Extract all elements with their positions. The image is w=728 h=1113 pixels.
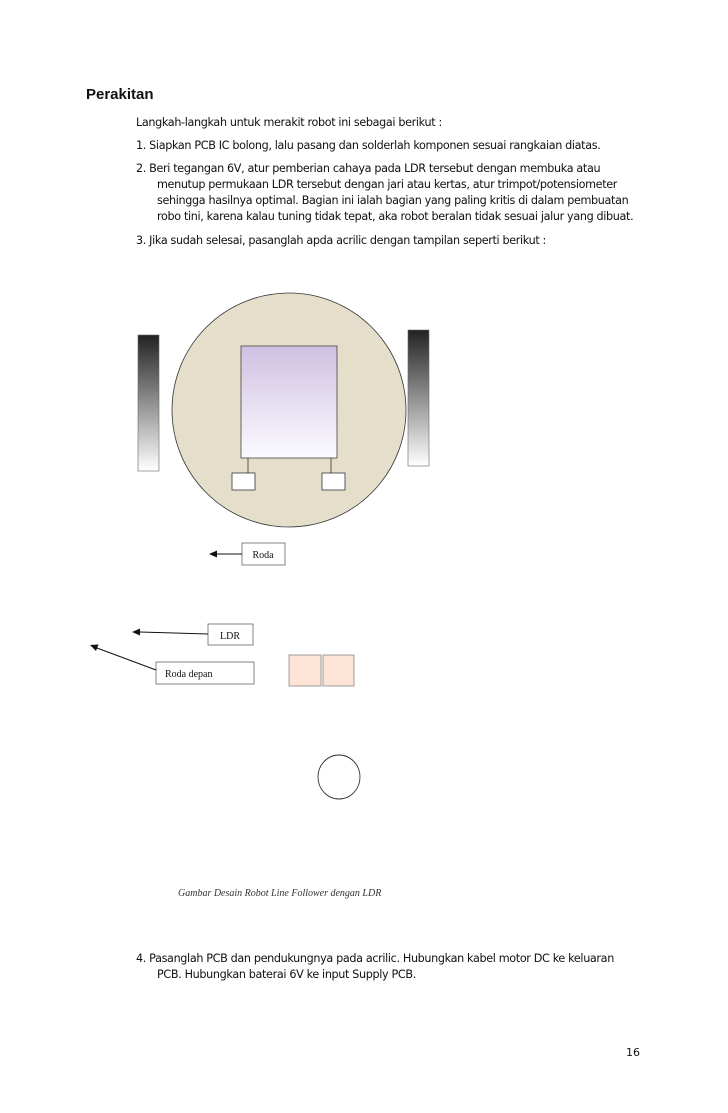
intro-text: Langkah-langkah untuk merakit robot ini sebagai berikut : xyxy=(136,116,442,129)
front-caster-wheel xyxy=(318,755,360,799)
figure-caption: Gambar Desain Robot Line Follower dengan LDR xyxy=(178,888,382,899)
pcb-board xyxy=(241,346,337,458)
step-1-line-1: 1. Siapkan PCB IC bolong, lalu pasang dan solderlah komponen sesuai rangkaian diatas. xyxy=(136,139,601,152)
ldr-arrow-head xyxy=(132,629,140,636)
ldr-label: LDR xyxy=(220,631,240,642)
ldr-sensor-right xyxy=(323,655,354,686)
step-3-line-1: 3. Jika sudah selesai, pasanglah apda acrilic dengan tampilan seperti berikut : xyxy=(136,234,546,247)
roda-label: Roda xyxy=(252,550,274,561)
left-motor-connector xyxy=(232,473,255,490)
step-4-line-1: 4. Pasanglah PCB dan pendukungnya pada acrilic. Hubungkan kabel motor DC ke keluaran xyxy=(136,952,614,965)
ldr-sensor-left xyxy=(289,655,321,686)
right-wheel xyxy=(408,330,429,466)
ldr-arrow-line xyxy=(140,632,208,634)
step-2-line-3: sehingga hasilnya optimal. Bagian ini ialah bagian yang paling kritis di dalam pembuatan xyxy=(157,194,629,207)
step-2-line-2: menutup permukaan LDR tersebut dengan jari atau kertas, atur trimpot/potensiometer xyxy=(157,178,618,191)
step-2-line-1: 2. Beri tegangan 6V, atur pemberian cahaya pada LDR tersebut dengan membuka atau xyxy=(136,162,601,175)
roda-depan-arrow-head xyxy=(90,645,99,652)
step-2-line-4: robo tini, karena kalau tuning tidak tepat, aka robot beralan tidak sesuai jalur yang dibuat. xyxy=(157,210,634,223)
right-motor-connector xyxy=(322,473,345,490)
page-number: 16 xyxy=(626,1046,640,1059)
left-wheel xyxy=(138,335,159,471)
step-4-line-2: PCB. Hubungkan baterai 6V ke input Supply PCB. xyxy=(157,968,416,981)
roda-depan-arrow-line xyxy=(97,648,156,670)
roda-depan-label: Roda depan xyxy=(165,669,213,680)
section-heading: Perakitan xyxy=(86,86,154,103)
roda-arrow-head xyxy=(209,551,217,558)
